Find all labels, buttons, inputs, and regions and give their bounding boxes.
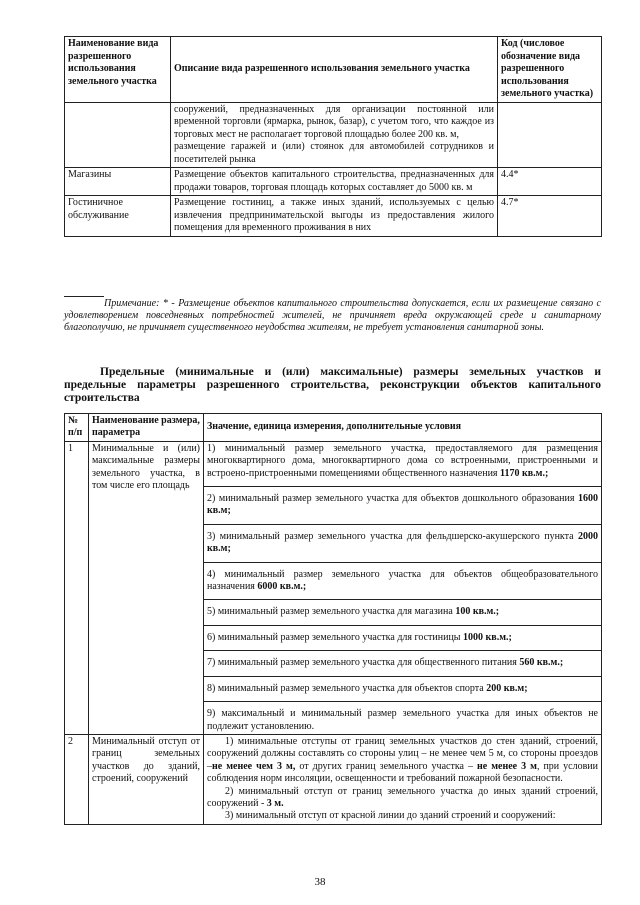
row-param-name: Минимальные и (или) максимальные размеры земельного участка, в том числе его площадь bbox=[89, 441, 204, 734]
row-code: 4.7* bbox=[498, 196, 602, 237]
value-item: 7) минимальный размер земельного участка для общественного питания 560 кв.м.; bbox=[207, 657, 564, 669]
continuation-text: сооружений, предназначенных для организации постоянной или временной торговли (ярмарка, рынок, базар), с учетом того, что каждое из торговых мест не располагает торговой площадью более 200 кв. м, bbox=[174, 103, 494, 140]
value-item: 5) минимальный размер земельного участка для магазина 100 кв.м.; bbox=[207, 606, 500, 618]
row-description: Размещение объектов капитального строительства, предназначенных для продажи товаров, торговая площадь которых составляет до 5000 кв. м bbox=[171, 168, 498, 196]
section-heading: Предельные (минимальные и (или) максимальные) размеры земельных участков и предельные параметры разрешенного строительства, реконструкции объектов капитального строительства bbox=[64, 366, 601, 404]
value-item: 3) минимальный размер земельного участка для фельдшерско-акушерского пункта 2000 кв.м; bbox=[207, 530, 598, 555]
value-item: 9) максимальный и минимальный размер земельного участка для иных объектов не подлежит установлению. bbox=[207, 708, 598, 732]
row-values bbox=[204, 734, 602, 824]
table-row bbox=[65, 441, 602, 734]
table-note bbox=[64, 298, 601, 335]
value-item: 1) минимальные отступы от границ земельных участков до стен зданий, строений, сооружений должны составлять со стороны улиц – не менее чем 5 м, со стороны проездов –не менее чем 3 м, от других границ земельного участка – не менее 3 м, при условии соблюдения норм инсоляции, освещенности и требований пожарной безопасности. bbox=[207, 735, 599, 785]
row-num: 1 bbox=[65, 441, 89, 734]
header-value: Значение, единица измерения, дополнительные условия bbox=[204, 414, 602, 442]
table-row bbox=[65, 102, 602, 168]
value-item: 1) минимальный размер земельного участка, предоставляемого для размещения многоквартирного дома, многоквартирного дома со встроенными, пристроенными и встроено-пристроенными помещениями общественного назначения 1170 кв.м.; bbox=[207, 442, 598, 479]
value-item: 2) минимальный размер земельного участка для объектов дошкольного образования 1600 кв.м; bbox=[207, 493, 598, 517]
table-row bbox=[65, 734, 602, 824]
note-text: Примечание: * - Размещение объектов капитального строительства допускается, если их размещение связано с удовлетворением повседневных потребностей жителей, не причиняет вреда окружающей среде и санитарному благополучию, не причиняет существенного неудобства жителям, не требует установления санитарной зоны. bbox=[64, 298, 601, 334]
header-name: Наименование вида разрешенного использования земельного участка bbox=[65, 37, 171, 103]
table-row bbox=[65, 168, 602, 196]
parameters-table bbox=[64, 413, 602, 825]
value-item: 3) минимальный отступ от красной линии до зданий строений и сооружений: bbox=[225, 810, 556, 822]
row-name: Гостиничное обслуживание bbox=[65, 196, 171, 237]
row-description bbox=[171, 102, 498, 168]
row-description: Размещение гостиниц, а также иных зданий, используемых с целью извлечения предпринимательской выгоды из предоставления жилого помещения для временного проживания в них bbox=[171, 196, 498, 237]
footnote-divider bbox=[64, 296, 104, 297]
header-param-name: Наименование размера, параметра bbox=[89, 414, 204, 442]
header-description: Описание вида разрешенного использования земельного участка bbox=[171, 37, 498, 103]
value-item: 6) минимальный размер земельного участка для гостиницы 1000 кв.м.; bbox=[207, 631, 512, 643]
row-num: 2 bbox=[65, 734, 89, 824]
header-num: № п/п bbox=[65, 414, 89, 442]
row-name: Магазины bbox=[65, 168, 171, 196]
row-values bbox=[204, 441, 602, 734]
row-code bbox=[498, 102, 602, 168]
continuation-text: размещение гаражей и (или) стоянок для автомобилей сотрудников и посетителей рынка bbox=[174, 141, 494, 165]
value-item: 8) минимальный размер земельного участка для объектов спорта 200 кв.м; bbox=[207, 682, 528, 694]
row-name bbox=[65, 102, 171, 168]
land-use-table bbox=[64, 36, 602, 237]
row-param-name: Минимальный отступ от границ земельных участков до зданий, строений, сооружений bbox=[89, 734, 204, 824]
value-item: 4) минимальный размер земельного участка для объектов общеобразовательного назначения 6000 кв.м.; bbox=[207, 568, 598, 593]
row-code: 4.4* bbox=[498, 168, 602, 196]
parameters-table-header bbox=[65, 414, 602, 442]
value-item: 2) минимальный отступ от границ земельного участка до иных зданий строений, сооружений - 3 м. bbox=[207, 785, 598, 809]
page-number: 38 bbox=[314, 876, 326, 888]
land-use-table-header bbox=[65, 37, 602, 103]
table-row bbox=[65, 196, 602, 237]
header-code: Код (числовое обозначение вида разрешенного использования земельного участка) bbox=[498, 37, 602, 103]
